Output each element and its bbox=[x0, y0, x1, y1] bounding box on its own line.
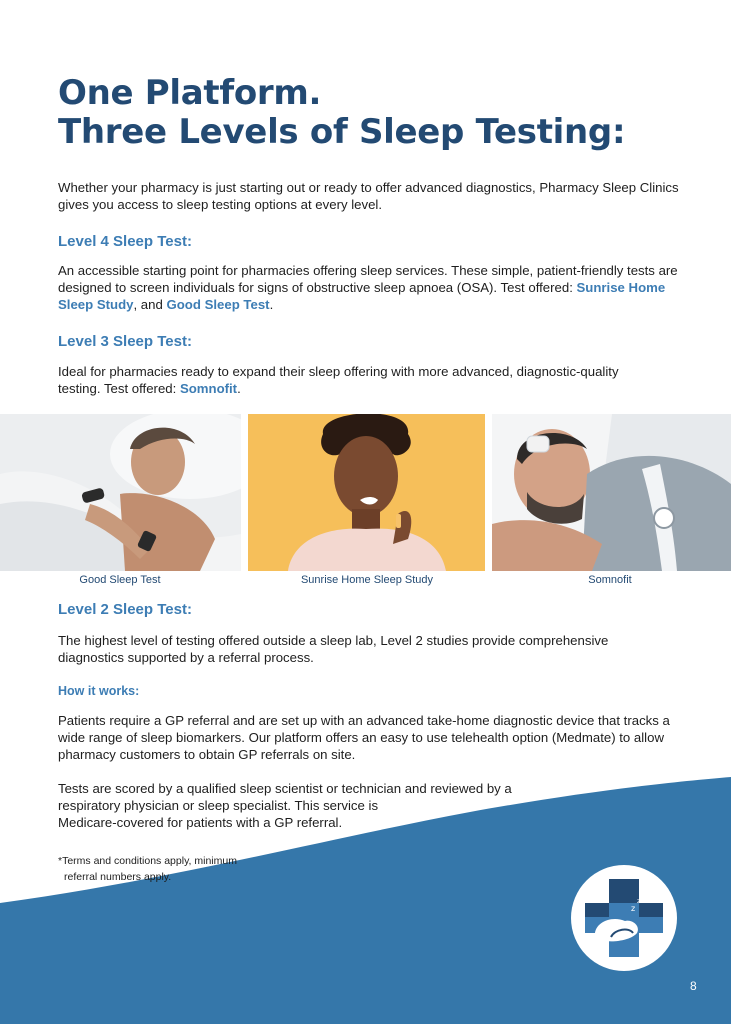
page-title bbox=[58, 74, 625, 152]
sunrise-home-sleep-study-photo bbox=[248, 414, 485, 571]
terms-line-2: referral numbers apply. bbox=[64, 871, 172, 883]
good-sleep-test-link[interactable]: Good Sleep Test bbox=[166, 297, 270, 312]
somnofit-link[interactable]: Somnofit bbox=[179, 381, 238, 396]
good-sleep-test-caption: Good Sleep Test bbox=[79, 574, 161, 586]
level-4-body: An accessible starting point for pharmacies offering sleep services. These simple, patient-friendly tests are designed to screen individuals for signs of obstructive sleep apnoea (OSA). Test offered: bbox=[58, 263, 678, 295]
title-line-1: One Platform. bbox=[58, 73, 322, 113]
terms-note bbox=[58, 853, 237, 885]
somnofit-caption: Somnofit bbox=[588, 574, 632, 586]
level-4-paragraph bbox=[58, 262, 698, 313]
scoring-paragraph bbox=[58, 780, 578, 831]
good-sleep-test-photo bbox=[0, 414, 241, 571]
terms-line-1: *Terms and conditions apply, minimum bbox=[58, 855, 237, 867]
medical-cross-sleep-icon bbox=[571, 865, 677, 971]
pharmacy-sleep-clinics-logo bbox=[571, 865, 677, 971]
level-3-end: . bbox=[237, 381, 241, 396]
scoring-line-2: respiratory physician or sleep specialist. This service is bbox=[58, 798, 379, 813]
svg-text:z: z bbox=[637, 898, 641, 905]
how-it-works-heading: How it works: bbox=[58, 684, 140, 698]
how-it-works-paragraph: Patients require a GP referral and are set up with an advanced take-home diagnostic device that tracks a wide range of sleep biomarkers. Our platform offers an easy to use telehealth option (Medmate) to allow pharmacy customers to obtain GP referrals on site. bbox=[58, 713, 670, 762]
level-3-body: Ideal for pharmacies ready to expand their sleep offering with more advanced, diagnostic-quality testing. Test offered: bbox=[58, 364, 619, 396]
svg-text:z: z bbox=[631, 904, 636, 913]
sunrise-home-sleep-study-link[interactable]: Sunrise Home Sleep Study bbox=[58, 280, 666, 312]
intro-paragraph: Whether your pharmacy is just starting out or ready to offer advanced diagnostics, Pharmacy Sleep Clinics gives you access to sleep testing options at every level. bbox=[58, 180, 679, 212]
title-line-2: Three Levels of Sleep Testing: bbox=[58, 112, 626, 152]
sunrise-home-sleep-study-caption: Sunrise Home Sleep Study bbox=[300, 574, 434, 586]
scoring-line-1: Tests are scored by a qualified sleep scientist or technician and reviewed by a bbox=[58, 781, 512, 796]
level-2-paragraph: The highest level of testing offered outside a sleep lab, Level 2 studies provide comprehensive diagnostics supported by a referral process. bbox=[58, 633, 609, 665]
scoring-line-3: Medicare-covered for patients with a GP referral. bbox=[58, 815, 343, 830]
level-2-heading: Level 2 Sleep Test: bbox=[58, 601, 192, 618]
level-4-heading: Level 4 Sleep Test: bbox=[58, 233, 192, 250]
svg-text:z: z bbox=[641, 893, 644, 899]
page-number: 8 bbox=[690, 979, 697, 993]
level-3-paragraph bbox=[58, 363, 658, 397]
somnofit-photo bbox=[492, 414, 731, 571]
level-4-between: , and bbox=[133, 297, 167, 312]
level-3-heading: Level 3 Sleep Test: bbox=[58, 333, 192, 350]
level-4-end: . bbox=[269, 297, 274, 312]
